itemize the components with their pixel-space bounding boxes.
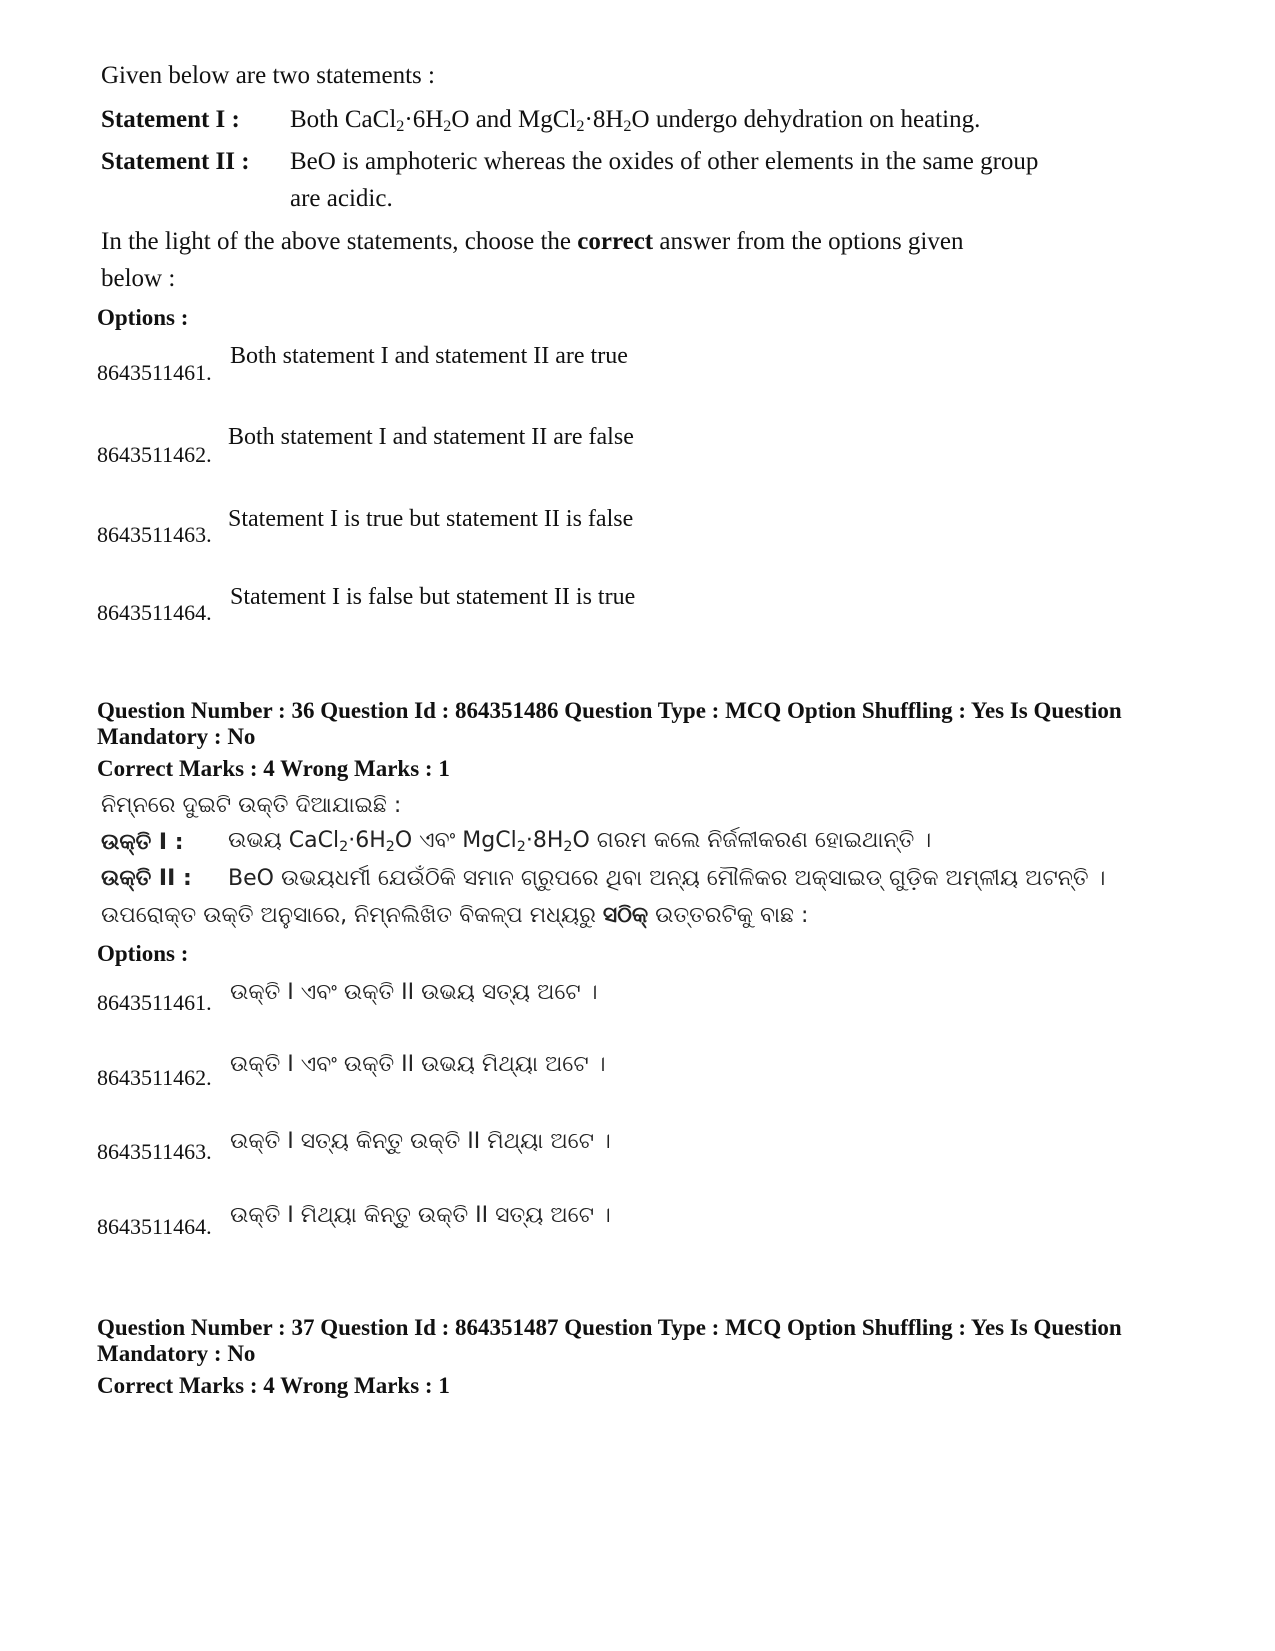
option-number: 8643511461.	[97, 990, 212, 1015]
instruction-line2: below :	[101, 265, 176, 292]
option-text: Both statement I and statement II are false	[228, 424, 634, 450]
question-36-marks: Correct Marks : 4 Wrong Marks : 1	[97, 756, 450, 781]
odia-statement-2-text: BeO ଉଭୟଧର୍ମୀ ଯେଉଁଠିକି ସମାନ ଗ୍ରୁପରେ ଥିବା ଅନ୍ୟ ମୌଳିକର ଅକ୍ସାଇଡ୍ ଗୁଡ଼ିକ ଅମ୍ଳୀୟ ଅଟନ୍ତି ।	[228, 866, 1106, 891]
option-number: 8643511462.	[97, 442, 212, 467]
option-text: Both statement I and statement II are true	[230, 343, 628, 369]
question-37-marks: Correct Marks : 4 Wrong Marks : 1	[97, 1373, 450, 1398]
intro-text: Given below are two statements :	[101, 62, 435, 89]
option-number: 8643511464.	[97, 600, 212, 625]
option-number: 8643511462.	[97, 1065, 212, 1090]
option-text: ଉକ୍ତି I ଏବଂ ଉକ୍ତି II ଉଭୟ ମିଥ୍ୟା ଅଟେ ।	[230, 1052, 606, 1077]
odia-statement-1-label: ଉକ୍ତି I :	[101, 830, 184, 855]
option-text: Statement I is true but statement II is false	[228, 506, 634, 532]
question-37-meta-line1: Question Number : 37 Question Id : 864351487 Question Type : MCQ Option Shuffling : Yes Is Question	[97, 1315, 1122, 1340]
option-number: 8643511463.	[97, 1139, 212, 1164]
question-36-meta-line1: Question Number : 36 Question Id : 864351486 Question Type : MCQ Option Shuffling : Yes Is Question	[97, 698, 1122, 723]
option-number: 8643511463.	[97, 522, 212, 547]
question-37-meta-line2: Mandatory : No	[97, 1341, 256, 1366]
option-text: ଉକ୍ତି I ମିଥ୍ୟା କିନ୍ତୁ ଉକ୍ତି II ସତ୍ୟ ଅଟେ ।	[230, 1203, 611, 1228]
instruction-line1: In the light of the above statements, choose the correct answer from the options given	[101, 228, 964, 255]
statement-2-line1: BeO is amphoteric whereas the oxides of other elements in the same group	[290, 148, 1039, 175]
options-label-english: Options :	[97, 305, 189, 330]
statement-1-label: Statement I :	[101, 106, 240, 133]
options-label-odia: Options :	[97, 941, 189, 966]
statement-1-text: Both $CaCl_2\cdot 6H_2O$ and $MgCl_2\cdot 8H_2O$ undergo dehydration on heating.	[290, 106, 981, 135]
option-number: 8643511464.	[97, 1214, 212, 1239]
statement-2-line2: are acidic.	[290, 185, 393, 212]
question-36-meta-line2: Mandatory : No	[97, 724, 256, 749]
odia-instruction: ଉପରୋକ୍ତ ଉକ୍ତି ଅନୁସାରେ, ନିମ୍ନଲିଖିତ ବିକଳ୍ପ ମଧ୍ୟରୁ ସଠିକ୍ ଉତ୍ତରଟିକୁ ବାଛ :	[101, 903, 809, 928]
option-text: ଉକ୍ତି I ସତ୍ୟ କିନ୍ତୁ ଉକ୍ତି II ମିଥ୍ୟା ଅଟେ ।	[230, 1129, 611, 1154]
option-number: 8643511461.	[97, 360, 212, 385]
odia-statement-1-text: ଉଭୟ $CaCl_2\cdot 6H_2O$ ଏବଂ $MgCl_2\cdot 8H_2O$ ଗରମ କଲେ ନିର୍ଜଳୀକରଣ ହୋଇଥାନ୍ତି ।	[228, 828, 932, 855]
odia-intro-text: ନିମ୍ନରେ ଦୁଇଟି ଉକ୍ତି ଦିଆଯାଇଛି :	[101, 793, 402, 818]
odia-statement-2-label: ଉକ୍ତି II :	[101, 866, 192, 891]
option-text: Statement I is false but statement II is true	[230, 584, 636, 610]
statement-2-label: Statement II :	[101, 148, 250, 175]
option-text: ଉକ୍ତି I ଏବଂ ଉକ୍ତି II ଉଭୟ ସତ୍ୟ ଅଟେ ।	[230, 980, 598, 1005]
